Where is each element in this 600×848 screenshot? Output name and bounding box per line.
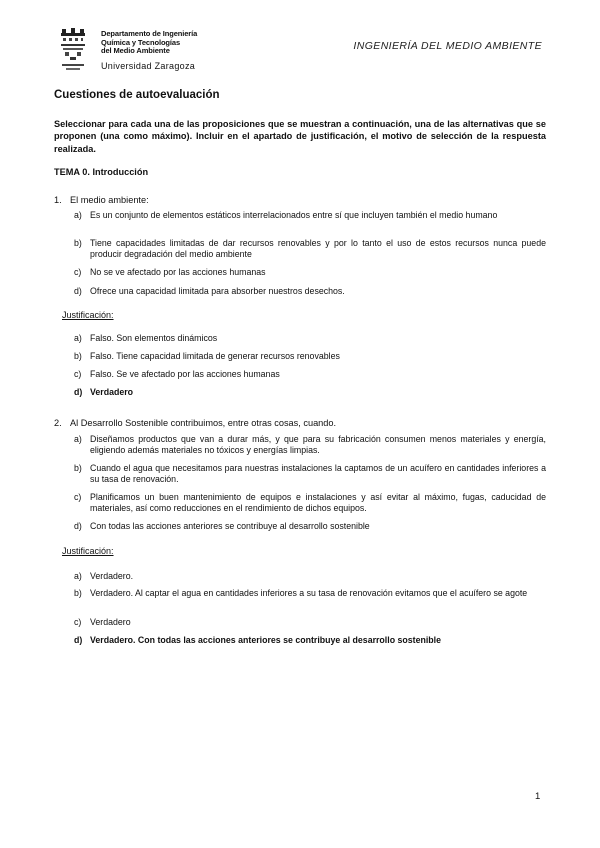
option-c <box>74 492 546 514</box>
answer-text: Verdadero. <box>90 571 134 581</box>
option-letter: a) <box>74 210 82 220</box>
question-2 <box>54 418 336 428</box>
department-name <box>101 30 197 56</box>
question-text: El medio ambiente: <box>70 195 149 205</box>
question-number: 2. <box>54 418 62 428</box>
option-d <box>74 521 546 532</box>
answer-text: Verdadero <box>90 387 134 397</box>
answer-text: Verdadero. Al captar el agua en cantidades inferiores a su tasa de renovación evitamos que el acuífero se agote <box>90 588 528 598</box>
answer-c <box>74 617 546 628</box>
answer-letter: a) <box>74 571 82 581</box>
option-text: Planificamos un buen mantenimiento de equipos e instalaciones y así evitar al máximo, fugas, caducidad de materiales, así como reducciones en el rendimiento de dichos equipos. <box>90 492 546 514</box>
option-letter: c) <box>74 267 82 277</box>
answer-letter: b) <box>74 588 82 598</box>
answer-letter: b) <box>74 351 82 361</box>
question-1 <box>54 195 149 205</box>
option-text: Diseñamos productos que van a durar más, y que para su fabricación consumen menos materiales y energía, eligiendo además materiales no tóxicos y energías limpias. <box>90 434 546 456</box>
answer-letter: d) <box>74 387 83 397</box>
option-d <box>74 286 546 297</box>
option-letter: d) <box>74 286 82 296</box>
answer-b <box>74 351 546 362</box>
answer-letter: c) <box>74 617 82 627</box>
option-letter: b) <box>74 463 82 473</box>
page-number: 1 <box>535 791 541 802</box>
option-c <box>74 267 546 278</box>
option-a <box>74 210 546 221</box>
option-a <box>74 434 546 456</box>
department-line: Departamento de Ingeniería <box>101 29 198 38</box>
question-number: 1. <box>54 195 62 205</box>
answer-a <box>74 571 546 582</box>
instructions-paragraph: Seleccionar para cada una de las proposiciones que se muestran a continuación, una de las alternativas que se proponen (una como máximo). Incluir en el apartado de justificación, el motivo de selección de la respuesta realizada. <box>54 119 546 154</box>
answer-letter: a) <box>74 333 82 343</box>
option-letter: a) <box>74 434 82 444</box>
question-text: Al Desarrollo Sostenible contribuimos, entre otras cosas, cuando. <box>70 418 337 428</box>
answer-text: Falso. Son elementos dinámicos <box>90 333 218 343</box>
option-b <box>74 238 546 260</box>
answer-letter: c) <box>74 369 82 379</box>
option-letter: c) <box>74 492 82 502</box>
answer-c <box>74 369 546 380</box>
justification-heading: Justificación: <box>62 310 114 320</box>
option-text: Tiene capacidades limitadas de dar recursos renovables y por lo tanto el uso de estos recursos nunca puede producir degradación del medio ambiente <box>90 238 546 260</box>
option-text: Con todas las acciones anteriores se contribuye al desarrollo sostenible <box>90 521 370 531</box>
option-text: Ofrece una capacidad limitada para absorber nuestros desechos. <box>90 286 345 296</box>
option-text: Cuando el agua que necesitamos para nuestras instalaciones la captamos de un acuífero en cantidades inferiores a su tasa de renovación. <box>90 463 546 485</box>
university-logo-icon <box>58 28 88 72</box>
answer-letter: d) <box>74 635 83 645</box>
answer-text: Verdadero <box>90 617 131 627</box>
option-text: No se ve afectado por las acciones humanas <box>90 267 266 277</box>
answer-text: Verdadero. Con todas las acciones anteriores se contribuye al desarrollo sostenible <box>90 635 442 645</box>
option-letter: b) <box>74 238 82 248</box>
option-letter: d) <box>74 521 82 531</box>
department-line: del Medio Ambiente <box>101 46 170 56</box>
option-text: Es un conjunto de elementos estáticos interrelacionados entre sí que incluyen también el medio humano <box>90 210 498 220</box>
answer-text: Falso. Tiene capacidad limitada de generar recursos renovables <box>90 351 340 361</box>
answer-b <box>74 588 546 599</box>
justification-heading: Justificación: <box>62 546 114 556</box>
page-title: Cuestiones de autoevaluación <box>54 89 220 101</box>
answer-d <box>74 387 546 398</box>
section-heading: TEMA 0. Introducción <box>54 167 149 177</box>
university-name: Universidad Zaragoza <box>101 61 196 71</box>
answer-a <box>74 333 546 344</box>
option-b <box>74 463 546 485</box>
department-line: Química y Tecnologías <box>101 37 181 47</box>
course-title: INGENIERÍA DEL MEDIO AMBIENTE <box>353 40 542 52</box>
answer-d <box>74 635 546 646</box>
answer-text: Falso. Se ve afectado por las acciones humanas <box>90 369 280 379</box>
